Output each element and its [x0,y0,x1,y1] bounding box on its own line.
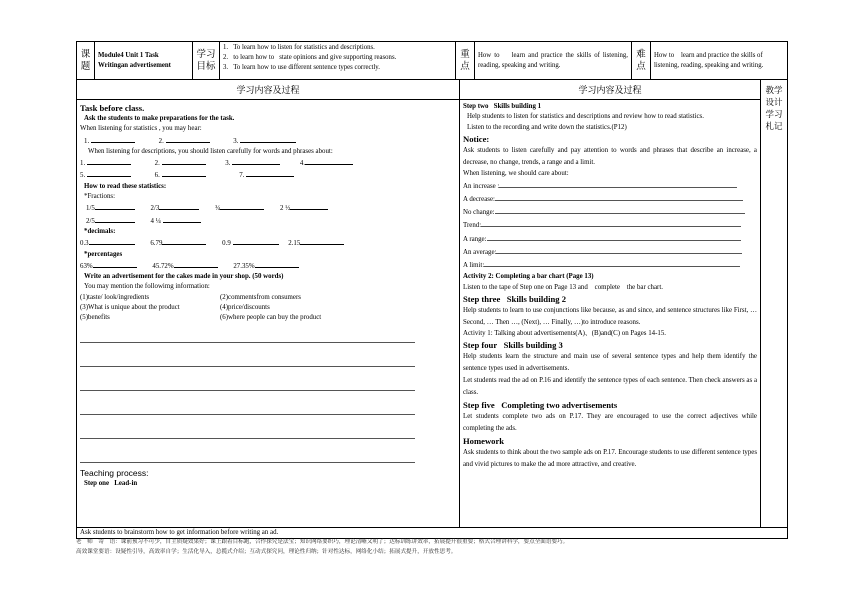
mention-info: You may mention the followimg information: [84,283,210,291]
answer-line[interactable] [496,246,742,254]
step-five-text: Let students complete two ads on P.17. They are encouraged to use the correct adjectives while completing the ads. [463,413,757,433]
decimal: 0.9 [222,240,231,248]
ask-brainstorm: Ask students to brainstorm how to get information before writing an ad. [77,528,788,539]
care-item [463,246,757,259]
info-item: (6)where people can buy the product [220,314,322,322]
desc-num: 7. [239,172,245,180]
fraction: 2/5 [86,217,95,225]
step-three-text: Help students to learn to use conjunctions like because, as and since, and sentence structures like First, … Second, … Then …, (Next), … Finally, …)to introduce reasons. [463,306,757,326]
answer-line[interactable] [487,233,741,241]
blank-line[interactable] [95,202,135,210]
care-item-label: A limit: [463,262,485,269]
write-ad-task: Write an advertisement for the cakes made in your shop. (50 words) [84,273,284,281]
desc-num: 1. [80,160,86,168]
answer-line[interactable] [484,259,740,267]
care-item-label: An increase : [463,182,500,190]
care-item-label: Trend: [463,222,482,230]
care-item [463,206,757,219]
care-item [463,259,757,272]
content-row [77,100,788,528]
blank-line[interactable] [255,260,299,268]
blank-line[interactable] [163,215,201,223]
desc-num: 2. [154,160,160,168]
care-item-label: No change: [463,209,495,217]
left-content [77,100,460,528]
stat-num: 1. [84,137,90,145]
blank-line[interactable] [174,260,218,268]
step-four-text-2: Let students read the ad on P.16 and identify the sentence types of each sentence. Then check answers as a class. [463,377,757,397]
care-item-label: A decrease: [463,195,495,203]
writing-line[interactable] [80,390,415,391]
blank-line[interactable] [91,135,135,143]
blank-line[interactable] [93,260,137,268]
answer-line[interactable] [499,180,737,188]
lesson-plan-table [76,41,788,80]
header-row [77,42,788,80]
key-text: How to learn and practice the skills of listening, reading, speaking and writing. [475,42,632,80]
topic-cell [95,42,193,80]
fractions-label: *Fractions: [84,193,116,201]
homework-title: Homework [463,436,505,447]
writing-line[interactable] [80,462,415,463]
info-row-3 [80,313,456,323]
desc-num: 6. [154,172,160,180]
info-item: (4)price/discounts [220,304,270,312]
stat-num: 2. [158,137,164,145]
content-table [76,79,788,539]
footer-line-1: 老 师 寄 语：课前预习不可少，自主质疑效果好；课上跟着目标跑，合作探究是法宝；知识网络要织巧，理论清晰又明了；达标训练讲效率，拓展提升很重要；格式合理讲科学，要点全面语要巧。 [76,539,569,545]
step-four-text: Help students learn the structure and main use of several sentence types and help them identify the sentence types used in advertisements. [463,353,757,373]
answer-line[interactable] [495,193,743,201]
activity-1-text: Activity 1: Talking about advertisements(A)、(B)and(C) on Pages 14-15. [463,329,667,337]
blank-line[interactable] [87,157,131,165]
blank-line[interactable] [246,169,294,177]
key-label: 重点 [456,42,475,80]
care-about: When listening, we should care about: [463,170,569,178]
desc-num: 5. [80,172,86,180]
goals-cell [220,42,456,80]
care-item-label: An average: [463,248,497,256]
decimals-row [80,237,456,249]
blank-line[interactable] [162,169,206,177]
blank-line[interactable] [162,157,206,165]
decimal: 6.79 [150,240,163,248]
notes-title: 教学设计学习札记 [765,85,783,131]
difficulty-text: How to learn and practice the skills of listening, reading, speaking and writing. [651,42,788,80]
left-section-title: 学习内容及过程 [77,80,460,100]
step-two-p1: Help students to listen for statistics and descriptions and review how to read statistics. [467,113,704,121]
blank-line[interactable] [290,202,328,210]
writing-line[interactable] [80,438,415,439]
care-item-label: A range: [463,235,487,243]
how-read: How to read these statistics: [84,182,167,190]
answer-line[interactable] [481,219,741,227]
goal-1: 1. To learn how to listen for statistics and descriptions. [223,44,375,51]
percentage: 27.35% [233,262,255,270]
answer-line[interactable] [495,206,745,214]
footer [76,537,787,557]
desc-num: 4. [299,160,306,168]
info-item: (1)taste/ look/ingredients [80,293,150,301]
blank-line[interactable] [305,157,353,165]
info-row-2 [80,303,456,313]
fraction: ¾ [215,205,221,213]
blank-line[interactable] [89,237,135,245]
topic-line-2: Writingan advertisement [98,61,171,69]
topic-line-1: Module4 Unit 1 Task [98,51,159,59]
activity-2-title: Activity 2: Completing a bar chart (Page 13) [463,273,594,281]
activity-2-text: Listen to the tape of Step one on Page 13 and complete the bar chart. [463,283,663,291]
blank-line[interactable] [162,237,206,245]
step-three-title: Step three Skills building 2 [463,293,566,304]
blank-line[interactable] [95,215,135,223]
difficulty-label: 难点 [632,42,651,80]
care-item [463,233,757,246]
blank-line[interactable] [300,237,344,245]
decimal: 2.15 [288,240,301,248]
info-row-1 [80,293,456,303]
percentages-label: *percentages [84,250,123,258]
info-item: (2)commentsfrom consumers [220,293,301,301]
notice-title: Notice: [463,133,490,144]
section-title-row [77,80,788,100]
notice-text: Ask students to listen carefully and pay attention to words and phrases that describe an increase, a decrease, no change, trends, a range and a limit. [463,146,757,167]
blank-line[interactable] [87,169,131,177]
lesson-plan-page [76,41,787,536]
care-list [463,180,757,272]
step-five-title: Step five Completing two advertisements [463,400,618,411]
blank-line[interactable] [232,157,280,165]
blank-line[interactable] [220,202,264,210]
notes-column [761,80,788,528]
stat-num: 3. [233,137,239,145]
fraction: 4 ¼ [150,217,161,225]
blank-line[interactable] [240,135,296,143]
writing-line[interactable] [80,414,415,415]
ask-prep: Ask the students to make preparations for the task. [84,115,235,122]
decimals-label: *decimals: [84,227,116,235]
care-item [463,219,757,232]
info-item: (3)What is unique about the product [80,304,180,312]
fractions-row-1 [80,202,456,214]
percentages-row [80,260,456,272]
fraction: 2 ½ [280,205,291,213]
fraction: 2/3 [150,205,160,213]
goal-3: 3. To learn how to use different sentence types correctly. [223,64,380,71]
right-section-title: 学习内容及过程 [460,80,761,100]
stats-blanks [80,135,456,147]
goals-label: 学习目标 [193,42,220,80]
step-two-title: Step two Skills building 1 [463,103,542,110]
when-stats: When listening for statistics , you may hear: [80,125,202,133]
info-item: (5)benefits [80,314,110,322]
blank-line[interactable] [166,135,210,143]
care-item [463,193,757,206]
homework-text: Ask students to think about the two sample ads on P.17. Encourage students to use different sentence types and vivid pictures to make the ad more attractive, and creative. [463,449,758,469]
teaching-process-title: Teaching process: [80,467,149,478]
care-item [463,180,757,193]
when-desc: When listening for descriptions, you should listen carefully for words and phrases about: [88,147,333,155]
writing-lines[interactable] [80,342,456,463]
writing-line[interactable] [80,342,415,343]
desc-num: 3. [225,160,231,168]
right-content [460,100,761,528]
footer-line-2: 高效课堂要语：设疑性引导，高效率自学；生活化导入，总揽式介绍；互动式探究问，理论性归纳；针对性达标，网络化小结；拓展式提升，开放性思考。 [76,549,457,555]
desc-blanks-row-2 [80,169,456,181]
percentage: 63% [80,262,93,270]
writing-line[interactable] [80,366,415,367]
decimal: 0.3 [80,240,89,248]
goal-2: 2. to learn how to state opinions and give supporting reasons. [223,54,397,61]
fractions-row-2 [80,215,456,227]
step-two-p2: Listen to the recording and write down the statistics.(P12) [467,123,627,131]
percentage: 45.72% [152,262,174,270]
blank-line[interactable] [159,202,199,210]
step-four-title: Step four Skills building 3 [463,340,563,351]
step-one: Step one Lead-in [84,479,138,487]
fraction: 1/5 [86,205,95,213]
blank-line[interactable] [233,237,279,245]
topic-label: 课题 [77,42,95,80]
task-title: Task before class. [80,103,145,113]
desc-blanks-row-1 [80,157,456,169]
